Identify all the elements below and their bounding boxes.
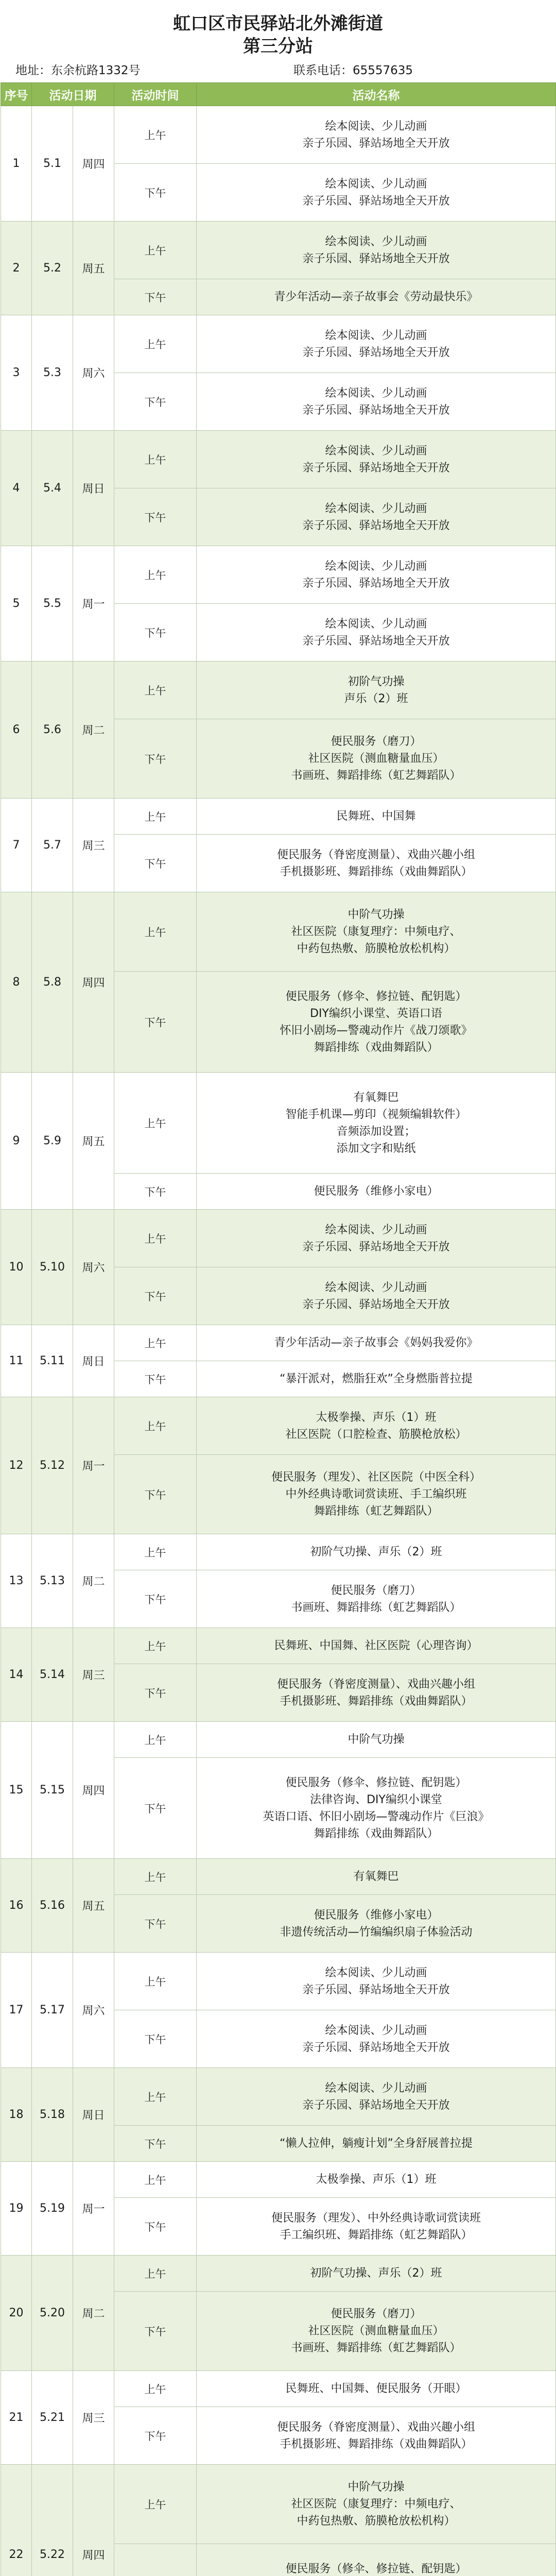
activity-name-cell	[197, 835, 556, 892]
phone-text: 联系电话：65557635	[293, 64, 413, 77]
activity-date: 5.20	[32, 2256, 73, 2371]
period-morning: 上午	[114, 2068, 197, 2126]
period-afternoon: 下午	[114, 835, 197, 892]
activity-name-cell	[197, 164, 556, 222]
period-morning: 上午	[114, 2256, 197, 2292]
activity-weekday: 周日	[73, 1325, 114, 1397]
activity-name-cell	[197, 2256, 556, 2292]
column-header-number: 序号	[1, 83, 32, 106]
activity-weekday: 周五	[73, 222, 114, 315]
period-afternoon: 下午	[114, 1664, 197, 1722]
activity-date: 5.12	[32, 1397, 73, 1534]
period-morning: 上午	[114, 106, 197, 164]
activity-name: 亲子乐园、驿站场地全天开放	[302, 252, 450, 265]
activity-name-cell	[197, 719, 556, 799]
activity-date: 5.13	[32, 1534, 73, 1628]
period-afternoon: 下午	[114, 1455, 197, 1534]
activity-name-cell	[197, 1325, 556, 1361]
activity-date: 5.6	[32, 662, 73, 799]
activity-name-cell	[197, 2465, 556, 2544]
activity-name: 便民服务（维修小家电）	[314, 1185, 439, 1198]
column-header-activity: 活动名称	[197, 83, 556, 106]
activity-name: 舞蹈排练（虹艺舞蹈队）	[314, 1505, 439, 1518]
activity-weekday: 周二	[73, 2256, 114, 2371]
activity-date: 5.14	[32, 1628, 73, 1722]
period-afternoon: 下午	[114, 719, 197, 799]
table-row	[1, 546, 556, 604]
activity-name-cell	[197, 2126, 556, 2162]
activity-name: 添加文字和贴纸	[336, 1142, 416, 1155]
activity-name: 便民服务（修伞、修拉链、配钥匙）	[285, 1776, 467, 1789]
activity-name-cell	[197, 662, 556, 719]
activity-name-cell	[197, 222, 556, 279]
table-row	[1, 1859, 556, 1895]
activity-date: 5.18	[32, 2068, 73, 2162]
activity-date: 5.19	[32, 2162, 73, 2256]
activity-date: 5.15	[32, 1722, 73, 1859]
table-row	[1, 2465, 556, 2544]
table-row	[1, 1397, 556, 1455]
activity-date: 5.7	[32, 799, 73, 892]
activity-weekday: 周五	[73, 1859, 114, 1953]
period-afternoon: 下午	[114, 972, 197, 1073]
activity-name: 绘本阅读、少儿动画	[325, 329, 427, 342]
activity-date: 5.2	[32, 222, 73, 315]
activity-name-cell	[197, 315, 556, 373]
activity-name-cell	[197, 604, 556, 662]
activity-name-cell	[197, 2068, 556, 2126]
activity-name-cell	[197, 1953, 556, 2010]
activity-name-cell	[197, 1174, 556, 1210]
activity-name: 英语口语、怀旧小剧场—警魂动作片《巨浪》	[263, 1810, 490, 1823]
activity-name: 音频添加设置；	[336, 1125, 416, 1138]
row-number: 16	[1, 1859, 32, 1953]
activity-name: 智能手机课—剪印（视频编辑软件）	[285, 1108, 467, 1121]
activity-name-cell	[197, 1859, 556, 1895]
activity-name: 绘本阅读、少儿动画	[325, 386, 427, 400]
period-afternoon: 下午	[114, 2126, 197, 2162]
activity-name: 手机摄影班、舞蹈排练（戏曲舞蹈队）	[280, 865, 473, 878]
activity-name: 便民服务（脊密度测量）、戏曲兴趣小组	[276, 2420, 475, 2434]
activity-name: 社区医院（康复理疗：中频电疗、	[291, 925, 461, 938]
activity-date: 5.10	[32, 1210, 73, 1325]
activity-name: 亲子乐园、驿站场地全天开放	[302, 2098, 450, 2112]
activity-name-cell	[197, 1570, 556, 1628]
activity-name: 中药包热敷、筋膜枪放松机构）	[297, 2515, 456, 2528]
activity-weekday: 周日	[73, 2068, 114, 2162]
activity-name: 亲子乐园、驿站场地全天开放	[302, 634, 450, 648]
activity-name: 便民服务（磨刀）	[331, 2308, 422, 2320]
activity-date: 5.17	[32, 1953, 73, 2068]
period-morning: 上午	[114, 1534, 197, 1570]
activity-weekday: 周六	[73, 315, 114, 431]
activity-name: 手工编织班、舞蹈排练（虹艺舞蹈队）	[280, 2228, 473, 2242]
period-afternoon: 下午	[114, 373, 197, 431]
period-afternoon: 下午	[114, 279, 197, 315]
activity-name-cell	[197, 488, 556, 546]
table-header-row	[1, 83, 556, 106]
activity-name-cell	[197, 1628, 556, 1664]
activity-name: 社区医院（测血糖量血压）	[308, 752, 444, 765]
activity-weekday: 周五	[73, 1073, 114, 1210]
row-number: 12	[1, 1397, 32, 1534]
table-row	[1, 2371, 556, 2407]
activity-date: 5.9	[32, 1073, 73, 1210]
table-row	[1, 1073, 556, 1174]
row-number: 15	[1, 1722, 32, 1859]
activity-name-cell	[197, 1455, 556, 1534]
table-row	[1, 1722, 556, 1758]
activity-name: “暴汗派对，燃脂狂欢”全身燃脂普拉提	[280, 1372, 473, 1385]
row-number: 3	[1, 315, 32, 431]
activity-name: 社区医院（测血糖量血压）	[308, 2325, 444, 2337]
address-text: 地址：东余杭路1332号	[15, 64, 141, 77]
activity-name-cell	[197, 1534, 556, 1570]
row-number: 22	[1, 2465, 32, 2576]
table-row	[1, 2256, 556, 2292]
period-morning: 上午	[114, 1859, 197, 1895]
period-afternoon: 下午	[114, 2292, 197, 2371]
row-number: 2	[1, 222, 32, 315]
activity-name: 绘本阅读、少儿动画	[325, 1281, 427, 1294]
row-number: 18	[1, 2068, 32, 2162]
period-morning: 上午	[114, 546, 197, 604]
activity-name: 便民服务（修伞、修拉链、配钥匙）	[285, 2562, 467, 2575]
activity-weekday: 周三	[73, 799, 114, 892]
period-morning: 上午	[114, 1628, 197, 1664]
activity-name-cell	[197, 546, 556, 604]
activity-weekday: 周六	[73, 1953, 114, 2068]
activity-name-cell	[197, 1722, 556, 1758]
period-morning: 上午	[114, 431, 197, 488]
period-morning: 上午	[114, 1953, 197, 2010]
activity-name-cell	[197, 1210, 556, 1267]
activity-name-cell	[197, 2544, 556, 2576]
activity-date: 5.4	[32, 431, 73, 546]
activity-name-cell	[197, 106, 556, 164]
activity-name: 中阶气功操	[348, 1733, 405, 1746]
activity-name-cell	[197, 2407, 556, 2465]
column-header-date: 活动日期	[32, 83, 114, 106]
activity-name-cell	[197, 1895, 556, 1953]
activity-name-cell	[197, 1758, 556, 1859]
activity-weekday: 周三	[73, 1628, 114, 1722]
activity-name: 亲子乐园、驿站场地全天开放	[302, 137, 450, 150]
activity-name-cell	[197, 1267, 556, 1325]
activity-name: 声乐（2）班	[344, 692, 408, 705]
activity-schedule-table	[1, 82, 556, 2576]
activity-name-cell	[197, 1664, 556, 1722]
activity-name: 便民服务（脊密度测量）、戏曲兴趣小组	[276, 1677, 475, 1691]
activity-name: 亲子乐园、驿站场地全天开放	[302, 519, 450, 532]
row-number: 5	[1, 546, 32, 662]
activity-weekday: 周二	[73, 662, 114, 799]
activity-name: 便民服务（磨刀）	[331, 1584, 422, 1597]
activity-name: 舞蹈排练（戏曲舞蹈队）	[314, 1041, 439, 1054]
table-row	[1, 106, 556, 164]
period-morning: 上午	[114, 2162, 197, 2198]
period-afternoon: 下午	[114, 1267, 197, 1325]
activity-name: 绘本阅读、少儿动画	[325, 617, 427, 631]
period-afternoon: 下午	[114, 604, 197, 662]
activity-date: 5.11	[32, 1325, 73, 1397]
activity-name: 社区医院（口腔检查、筋膜枪放松）	[285, 1428, 467, 1441]
activity-name: 便民服务（脊密度测量）、戏曲兴趣小组	[276, 848, 475, 861]
activity-name: 便民服务（修伞、修拉链、配钥匙）	[285, 990, 467, 1003]
activity-name: 绘本阅读、少儿动画	[325, 502, 427, 515]
activity-name: 绘本阅读、少儿动画	[325, 1223, 427, 1236]
activity-weekday: 周四	[73, 106, 114, 222]
activity-name: 社区医院（康复理疗：中频电疗、	[291, 2498, 461, 2511]
activity-weekday: 周一	[73, 2162, 114, 2256]
table-row	[1, 799, 556, 835]
activity-weekday: 周四	[73, 892, 114, 1073]
activity-name: 中外经典诗歌词赏读班、手工编织班	[285, 1488, 467, 1501]
activity-name: 书画班、舞蹈排练（虹艺舞蹈队）	[291, 769, 461, 782]
activity-name: 绘本阅读、少儿动画	[325, 444, 427, 457]
activity-name-cell	[197, 1397, 556, 1455]
activity-name: 手机摄影班、舞蹈排练（戏曲舞蹈队）	[280, 1694, 473, 1708]
period-afternoon: 下午	[114, 1758, 197, 1859]
activity-name-cell	[197, 2198, 556, 2256]
activity-name: “懒人拉伸，躺瘦计划”全身舒展普拉提	[280, 2137, 473, 2150]
row-number: 4	[1, 431, 32, 546]
row-number: 14	[1, 1628, 32, 1722]
activity-name: 便民服务（磨刀）	[331, 735, 422, 748]
table-row	[1, 1628, 556, 1664]
activity-date: 5.21	[32, 2371, 73, 2465]
activity-name-cell	[197, 2162, 556, 2198]
activity-name: 亲子乐园、驿站场地全天开放	[302, 346, 450, 359]
activity-name: 书画班、舞蹈排练（虹艺舞蹈队）	[291, 1601, 461, 1614]
activity-name: 民舞班、中国舞、社区医院（心理咨询）	[274, 1639, 478, 1652]
period-morning: 上午	[114, 222, 197, 279]
activity-name-cell	[197, 1361, 556, 1397]
activity-name: 有氧舞巴	[353, 1091, 399, 1104]
activity-name: 绘本阅读、少儿动画	[325, 560, 427, 573]
page-subtitle: 第三分站	[243, 36, 313, 57]
activity-name-cell	[197, 373, 556, 431]
page-title: 虹口区市民驿站北外滩街道	[173, 13, 383, 34]
activity-name: 初阶气功操	[348, 675, 405, 688]
period-afternoon: 下午	[114, 1174, 197, 1210]
period-afternoon: 下午	[114, 1570, 197, 1628]
period-afternoon: 下午	[114, 2407, 197, 2465]
activity-name: 太极拳操、声乐（1）班	[316, 1411, 437, 1424]
activity-name-cell	[197, 431, 556, 488]
activity-weekday: 周一	[73, 1397, 114, 1534]
activity-name: 有氧舞巴	[353, 1870, 399, 1883]
activity-name: 便民服务（维修小家电）	[314, 1908, 439, 1922]
activity-name: 绘本阅读、少儿动画	[325, 2081, 427, 2095]
row-number: 1	[1, 106, 32, 222]
table-row	[1, 222, 556, 279]
activity-name-cell	[197, 2371, 556, 2407]
schedule-body	[1, 106, 556, 2576]
activity-weekday: 周三	[73, 2371, 114, 2465]
row-number: 7	[1, 799, 32, 892]
activity-name: 民舞班、中国舞	[336, 810, 416, 823]
activity-name: 青少年活动—亲子故事会《妈妈我爱你》	[274, 1336, 478, 1349]
activity-date: 5.1	[32, 106, 73, 222]
table-row	[1, 1325, 556, 1361]
period-morning: 上午	[114, 1210, 197, 1267]
activity-name-cell	[197, 2292, 556, 2371]
activity-name: 绘本阅读、少儿动画	[325, 120, 427, 133]
activity-name: 舞蹈排练（戏曲舞蹈队）	[314, 1827, 439, 1840]
period-afternoon	[114, 2544, 197, 2576]
activity-name: 中阶气功操	[348, 2481, 405, 2494]
activity-name-cell	[197, 2010, 556, 2068]
period-morning: 上午	[114, 1073, 197, 1174]
period-morning: 上午	[114, 2465, 197, 2544]
activity-name: 亲子乐园、驿站场地全天开放	[302, 461, 450, 474]
row-number: 13	[1, 1534, 32, 1628]
activity-name: 亲子乐园、驿站场地全天开放	[302, 194, 450, 208]
period-morning: 上午	[114, 799, 197, 835]
period-morning: 上午	[114, 892, 197, 972]
activity-name: 中阶气功操	[348, 908, 405, 921]
activity-name-cell	[197, 799, 556, 835]
activity-name: 绘本阅读、少儿动画	[325, 1966, 427, 1979]
activity-name-cell	[197, 279, 556, 315]
period-afternoon: 下午	[114, 1895, 197, 1953]
period-afternoon: 下午	[114, 2010, 197, 2068]
activity-name: 初阶气功操、声乐（2）班	[310, 1546, 442, 1558]
period-morning: 上午	[114, 1397, 197, 1455]
activity-name: 亲子乐园、驿站场地全天开放	[302, 403, 450, 417]
activity-name: 民舞班、中国舞、便民服务（开眼）	[285, 2382, 467, 2395]
table-row	[1, 2068, 556, 2126]
activity-name: 亲子乐园、驿站场地全天开放	[302, 1298, 450, 1311]
activity-date: 5.3	[32, 315, 73, 431]
activity-name: 绘本阅读、少儿动画	[325, 2024, 427, 2037]
activity-weekday: 周日	[73, 431, 114, 546]
row-number: 20	[1, 2256, 32, 2371]
activity-date: 5.16	[32, 1859, 73, 1953]
activity-name: DIY编织小课堂、英语口语	[310, 1007, 442, 1020]
activity-name: 亲子乐园、驿站场地全天开放	[302, 1983, 450, 1996]
activity-date: 5.8	[32, 892, 73, 1073]
row-number: 19	[1, 2162, 32, 2256]
row-number: 11	[1, 1325, 32, 1397]
activity-name: 亲子乐园、驿站场地全天开放	[302, 1240, 450, 1253]
activity-name: 手机摄影班、舞蹈排练（戏曲舞蹈队）	[280, 2437, 473, 2451]
activity-weekday: 周四	[73, 2465, 114, 2576]
table-row	[1, 662, 556, 719]
activity-name: 书画班、舞蹈排练（虹艺舞蹈队）	[291, 2342, 461, 2354]
activity-weekday: 周六	[73, 1210, 114, 1325]
row-number: 9	[1, 1073, 32, 1210]
activity-name: 亲子乐园、驿站场地全天开放	[302, 2041, 450, 2054]
period-morning: 上午	[114, 1325, 197, 1361]
activity-name: 初阶气功操、声乐（2）班	[310, 2267, 442, 2280]
period-morning: 上午	[114, 1722, 197, 1758]
period-afternoon: 下午	[114, 164, 197, 222]
activity-name: 绘本阅读、少儿动画	[325, 177, 427, 191]
activity-weekday: 周一	[73, 546, 114, 662]
activity-name-cell	[197, 972, 556, 1073]
row-number: 21	[1, 2371, 32, 2465]
table-row	[1, 1953, 556, 2010]
activity-name: 便民服务（理发）、社区医院（中医全科）	[271, 1471, 481, 1484]
table-row	[1, 431, 556, 488]
page-header	[0, 0, 556, 82]
row-number: 17	[1, 1953, 32, 2068]
activity-name: 太极拳操、声乐（1）班	[316, 2173, 437, 2186]
period-morning: 上午	[114, 315, 197, 373]
activity-name: 亲子乐园、驿站场地全天开放	[302, 577, 450, 590]
activity-name: 中药包热敷、筋膜枪放松机构）	[297, 942, 456, 955]
table-row	[1, 2162, 556, 2198]
table-row	[1, 315, 556, 373]
activity-weekday: 周四	[73, 1722, 114, 1859]
period-morning: 上午	[114, 662, 197, 719]
activity-date: 5.22	[32, 2465, 73, 2576]
activity-weekday: 周二	[73, 1534, 114, 1628]
row-number: 6	[1, 662, 32, 799]
activity-name-cell	[197, 892, 556, 972]
period-afternoon: 下午	[114, 1361, 197, 1397]
activity-name-cell	[197, 1073, 556, 1174]
activity-name: 法律咨询、DIY编织小课堂	[310, 1793, 442, 1806]
activity-name: 绘本阅读、少儿动画	[325, 235, 427, 248]
activity-name: 便民服务（理发）、中外经典诗歌词赏读班	[271, 2211, 481, 2225]
activity-name: 青少年活动—亲子故事会《劳动最快乐》	[274, 291, 478, 303]
period-morning: 上午	[114, 2371, 197, 2407]
table-row	[1, 1210, 556, 1267]
activity-name: 非遗传统活动—竹编编织扇子体验活动	[280, 1925, 473, 1939]
period-afternoon: 下午	[114, 488, 197, 546]
activity-name: 怀旧小剧场—警魂动作片《战刀颂歌》	[280, 1024, 473, 1037]
table-row	[1, 892, 556, 972]
period-afternoon: 下午	[114, 2198, 197, 2256]
row-number: 8	[1, 892, 32, 1073]
table-row	[1, 1534, 556, 1570]
row-number: 10	[1, 1210, 32, 1325]
column-header-time: 活动时间	[114, 83, 197, 106]
activity-date: 5.5	[32, 546, 73, 662]
